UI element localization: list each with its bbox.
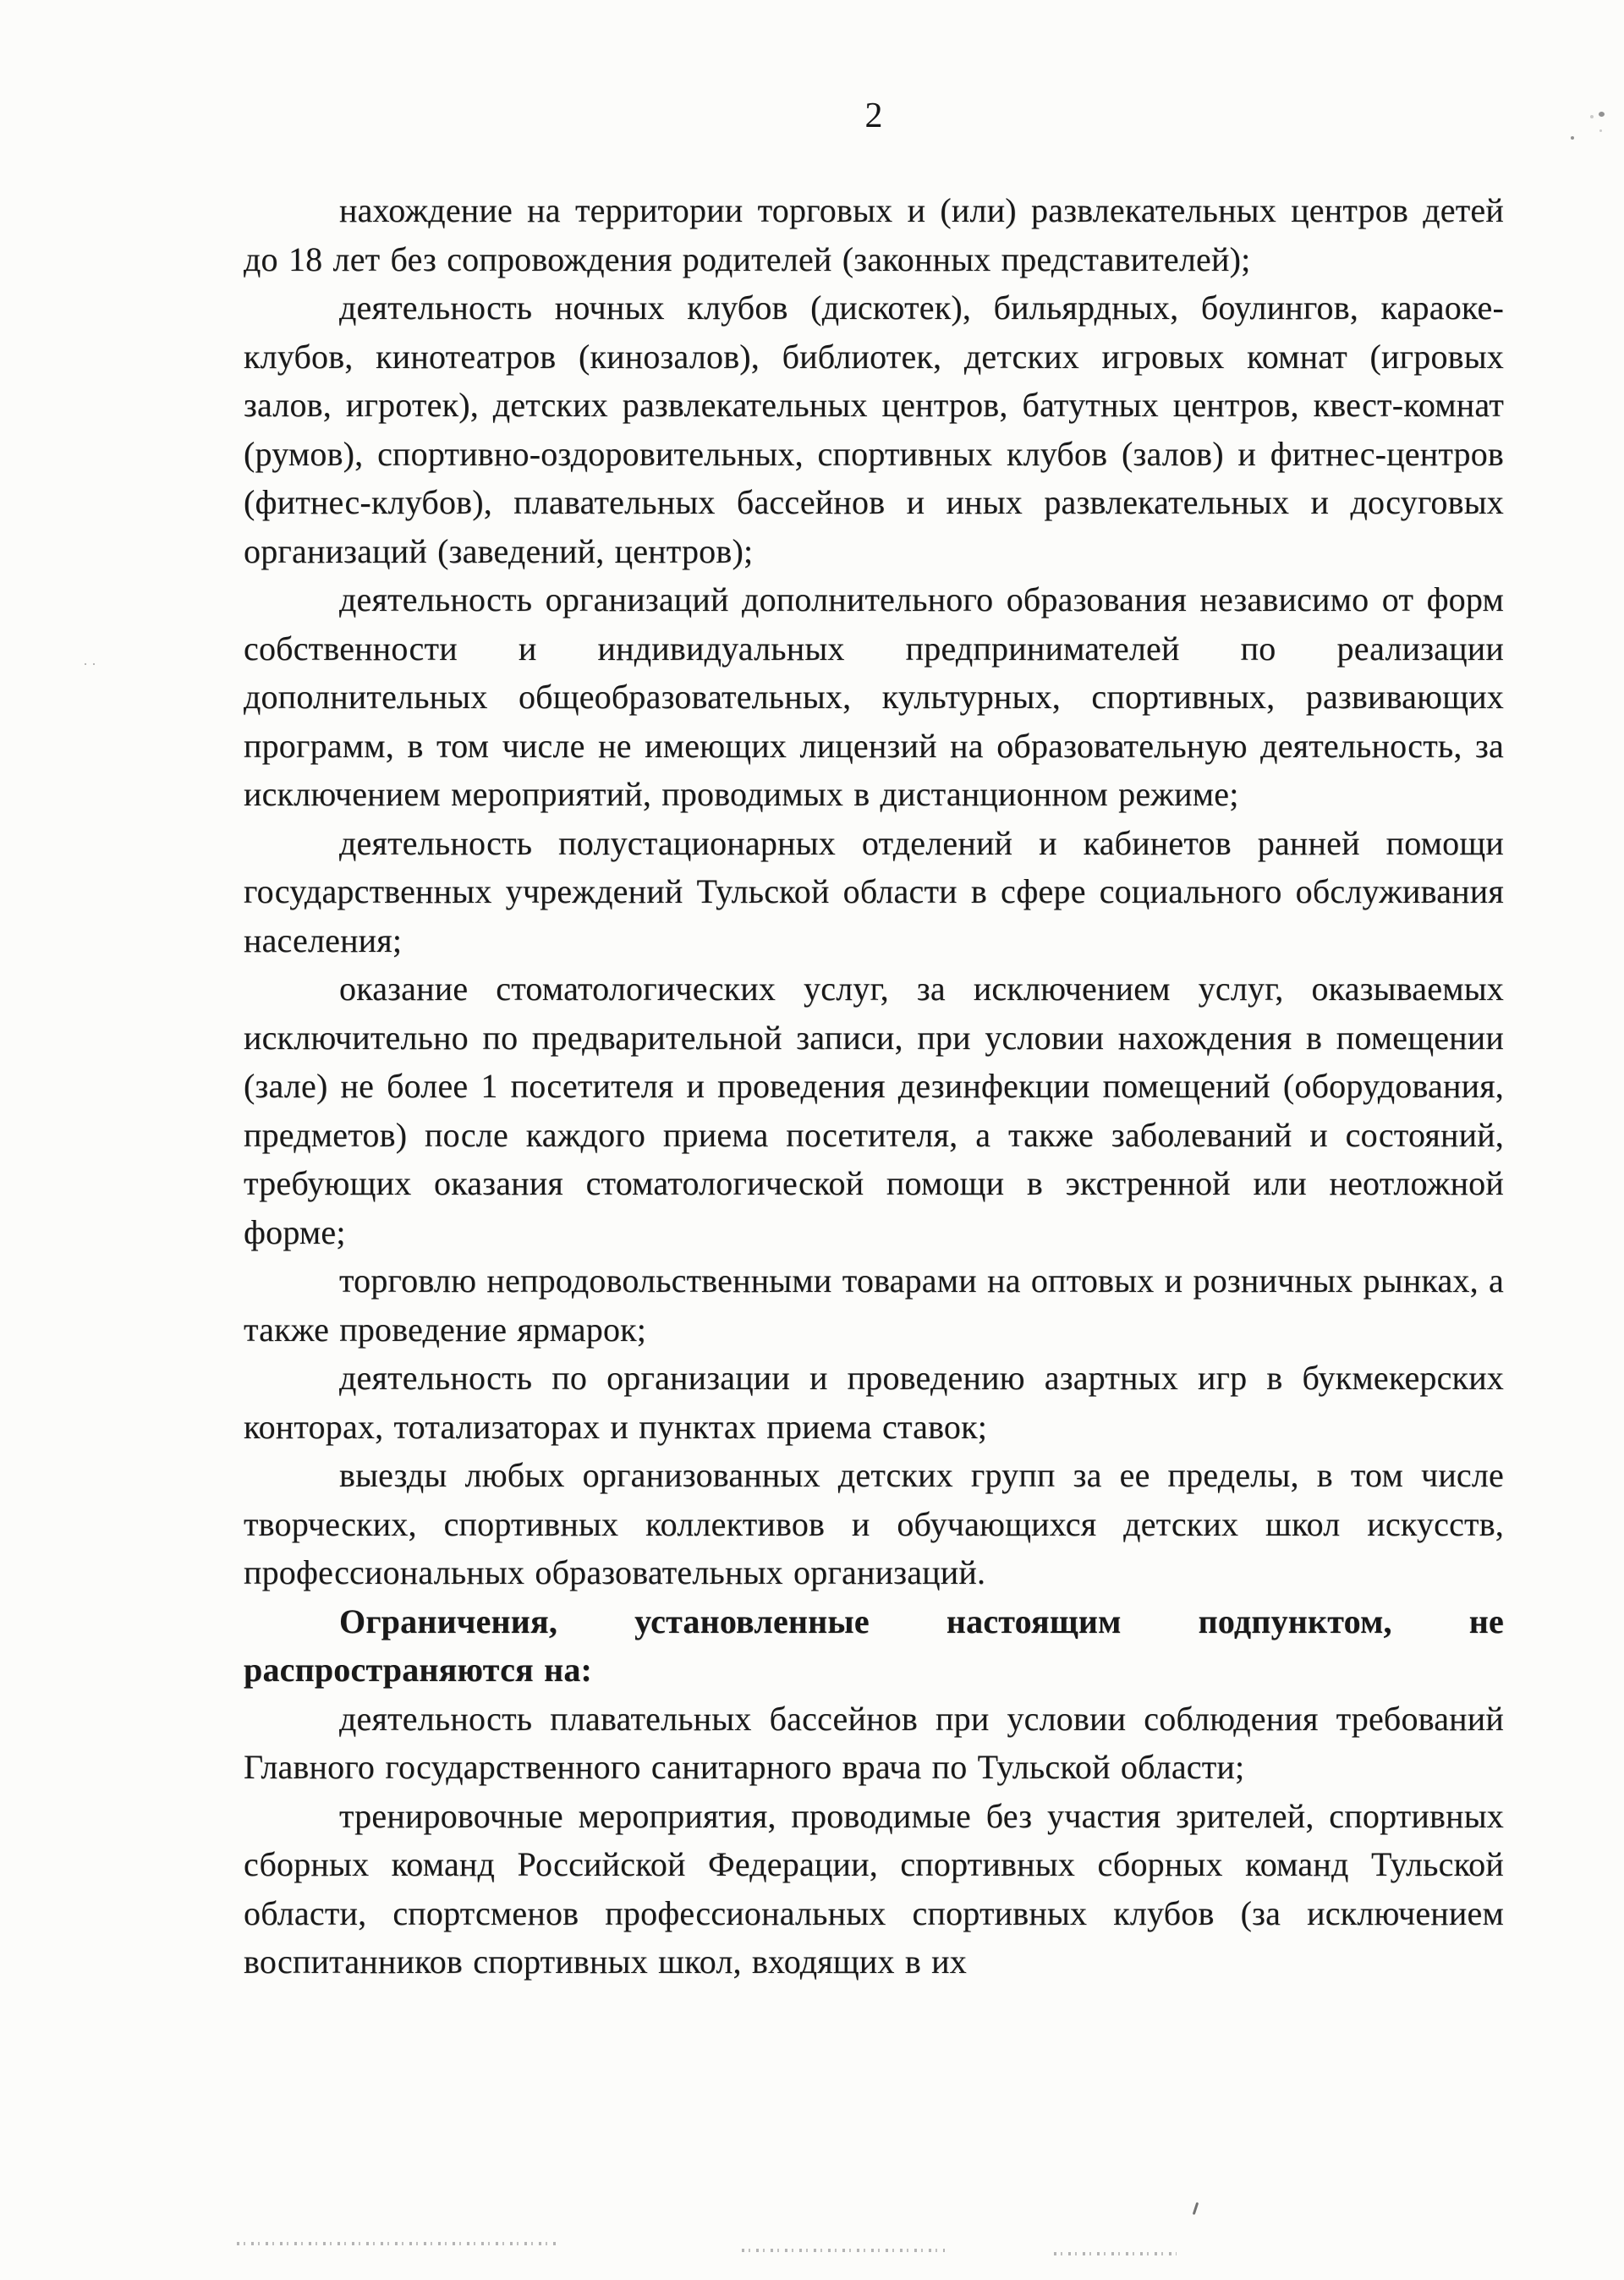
paragraph-bold-limitations: Ограничения, установленные настоящим подпунктом, не распространяются на: — [244, 1601, 1504, 1689]
paragraph: деятельность ночных клубов (дискотек), бильярдных, боулингов, караоке-клубов, кинотеатров (кинозалов), библиотек, детских игровых комнат (игровых залов, игротек), детских развлекательных центров, батутных центров, квест-комнат (румов), спортивно-оздоровительных, спортивных клубов (залов) и фитнес-центров (фитнес-клубов), плавательных бассейнов и иных развлекательных и досуговых организаций (заведений, центров); — [244, 288, 1504, 570]
page-number: 2 — [864, 96, 883, 135]
scan-artifact-speck — [1571, 136, 1574, 140]
scan-artifact-margin-dots: ·· — [83, 656, 100, 673]
paragraph: деятельность организаций дополнительного образования независимо от форм собственности и индивидуальных предпринимателей по реализации дополнительных общеобразовательных, культурных, спортивных, развивающих программ, в том числе не имеющих лицензий на образовательную деятельность, за исключением мероприятий, проводимых в дистанционном режиме; — [244, 580, 1504, 813]
paragraph: оказание стоматологических услуг, за исключением услуг, оказываемых исключительно по предварительной записи, при условии нахождения в помещении (зале) не более 1 посетителя и проведения дезинфекции помещений (оборудования, предметов) после каждого приема посетителя, а также заболеваний и состояний, требующих оказания стоматологической помощи в экстренной или неотложной форме; — [244, 970, 1504, 1251]
paragraph: тренировочные мероприятия, проводимые без участия зрителей, спортивных сборных команд Российской Федерации, спортивных сборных команд Тульской области, спортсменов профессиональных спортивных клубов (за исключением воспитанников спортивных школ, входящих в их — [244, 1796, 1504, 1981]
scan-artifact-noise-band — [1054, 2252, 1177, 2255]
scan-artifact-noise-band — [237, 2242, 558, 2245]
paragraph: деятельность по организации и проведению азартных игр в букмекерских конторах, тотализаторах и пунктах приема ставок; — [244, 1359, 1504, 1446]
scan-artifact-speck — [1590, 115, 1594, 118]
paragraph: нахождение на территории торговых и (или) развлекательных центров детей до 18 лет без сопровождения родителей (законных представителей); — [244, 191, 1504, 278]
paragraph: торговлю непродовольственными товарами на оптовых и розничных рынках, а также проведение ярмарок; — [244, 1261, 1504, 1349]
paragraph: деятельность полустационарных отделений и кабинетов ранней помощи государственных учреждений Тульской области в сфере социального обслуживания населения; — [244, 823, 1504, 959]
scan-artifact-speck — [1599, 129, 1602, 132]
scan-artifact-speck — [1599, 112, 1605, 117]
scan-artifact-noise-band — [742, 2249, 945, 2252]
scan-artifact-stroke — [1193, 2202, 1199, 2215]
document-text-block — [244, 186, 1504, 1986]
paragraph: деятельность плавательных бассейнов при условии соблюдения требований Главного государственного санитарного врача по Тульской области; — [244, 1699, 1504, 1786]
paragraph: выезды любых организованных детских групп за ее пределы, в том числе творческих, спортивных коллективов и обучающихся детских школ искусств, профессиональных образовательных организаций. — [244, 1456, 1504, 1591]
